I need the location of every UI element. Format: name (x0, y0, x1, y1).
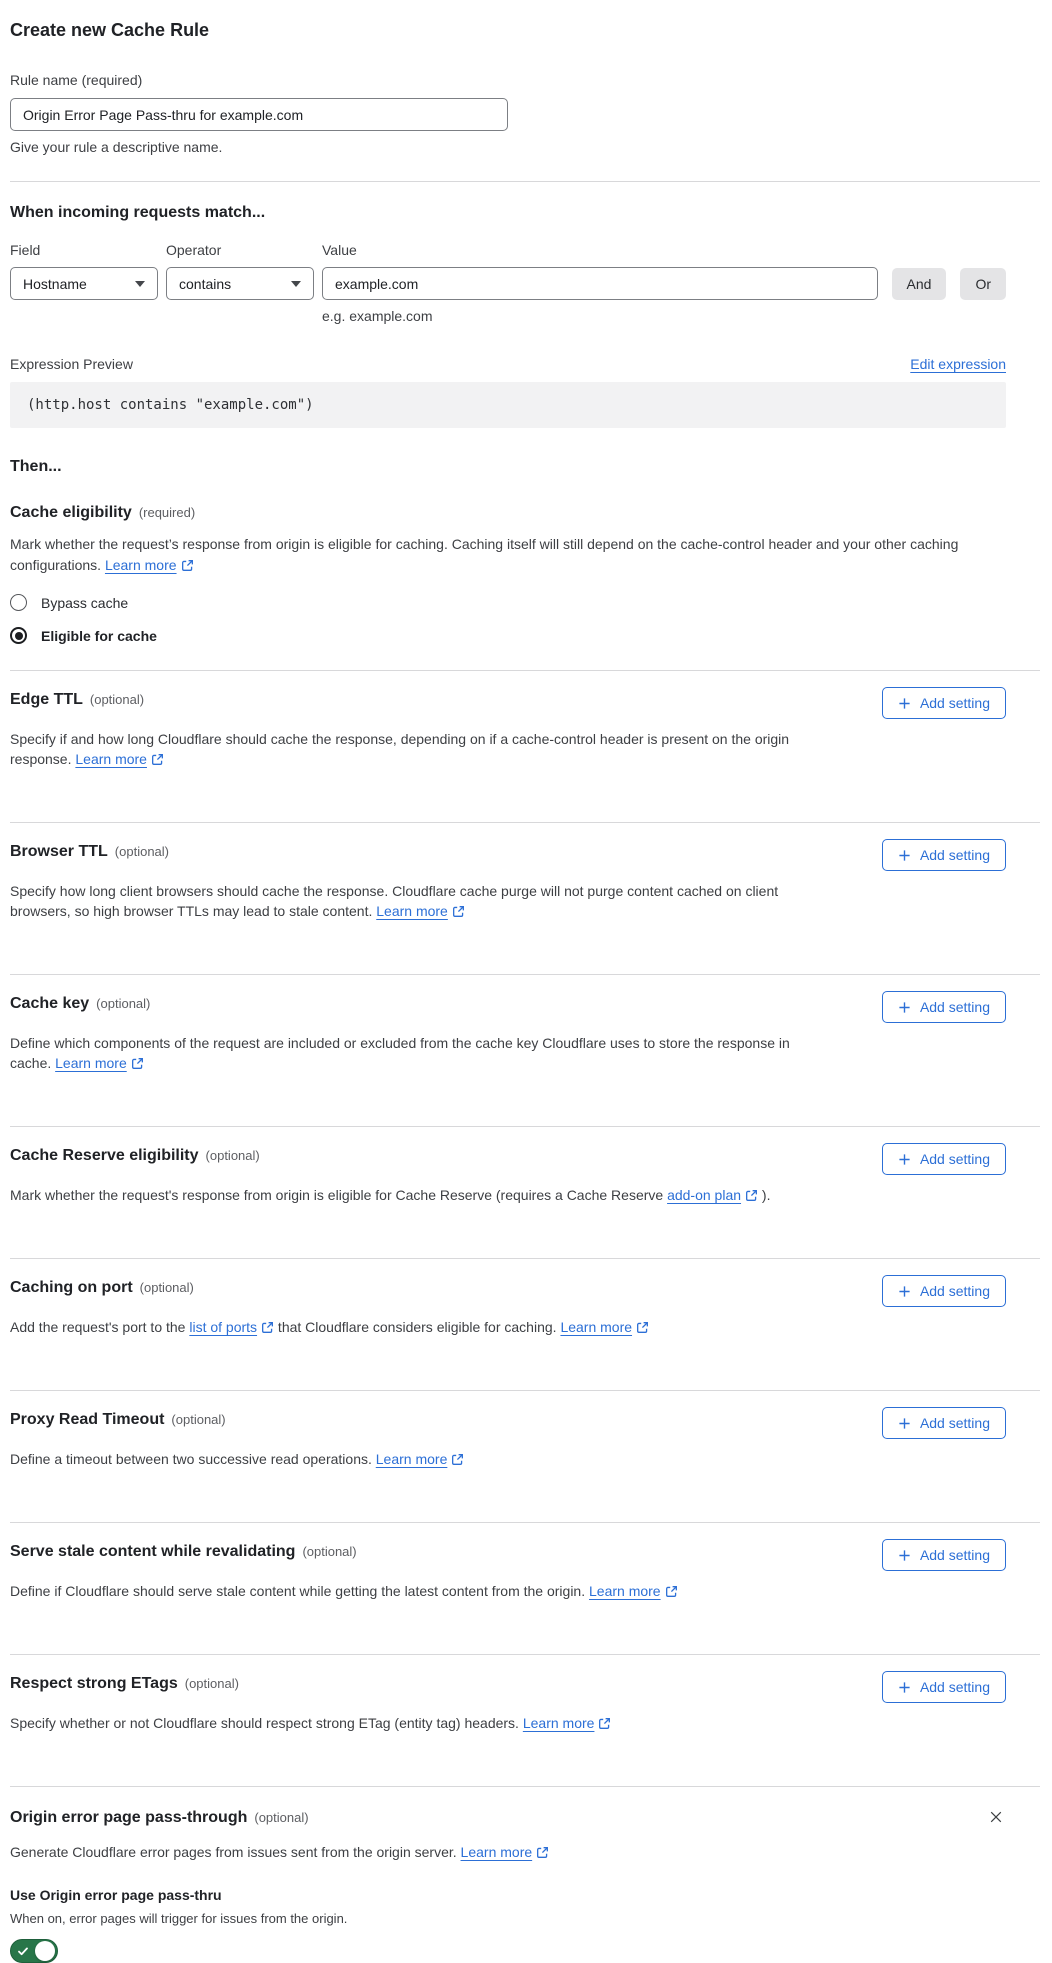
setting-title-row (10, 843, 169, 861)
external-link-icon (536, 1846, 549, 1859)
match-column-labels (10, 242, 1006, 258)
setting-title: Caching on port (10, 1279, 133, 1296)
value-label: Value (322, 242, 357, 258)
external-link-icon (181, 559, 194, 572)
inline-link[interactable]: add-on plan (667, 1187, 758, 1203)
toggle-knob (35, 1941, 55, 1961)
or-button[interactable]: Or (960, 268, 1006, 300)
add-setting-button[interactable]: Add setting (882, 1143, 1006, 1175)
expression-preview-label: Expression Preview (10, 356, 133, 372)
field-select[interactable]: Hostname (10, 267, 158, 300)
field-label: Field (10, 242, 41, 258)
optional-badge: (optional) (114, 844, 169, 859)
inline-link[interactable]: Learn more (461, 1844, 550, 1860)
setting-title: Browser TTL (10, 843, 108, 860)
inline-link[interactable]: Learn more (523, 1715, 612, 1731)
rule-name-helper: Give your rule a descriptive name. (10, 139, 223, 155)
origin-error-toggle[interactable] (10, 1939, 58, 1963)
setting-title-row (10, 1411, 226, 1429)
add-setting-button[interactable]: Add setting (882, 1407, 1006, 1439)
page-title: Create new Cache Rule (10, 20, 210, 40)
optional-badge: (optional) (302, 1544, 357, 1559)
match-row (10, 267, 1006, 300)
setting-description: Mark whether the request's response from origin is eligible for Cache Reserve (requires a Cache Reserve add-on plan ). (10, 1187, 771, 1203)
setting-description: Define if Cloudflare should serve stale content while getting the latest content from the origin. Learn more (10, 1581, 818, 1601)
radio-option[interactable]: Bypass cache (10, 594, 1006, 611)
setting-title-row (10, 691, 144, 709)
section-divider (10, 181, 1040, 182)
external-link-icon (636, 1321, 649, 1334)
close-icon (988, 1809, 1004, 1825)
add-setting-button[interactable]: Add setting (882, 1539, 1006, 1571)
plus-icon (898, 1549, 911, 1562)
external-link-icon (452, 905, 465, 918)
plus-icon (898, 1417, 911, 1430)
expression-code: (http.host contains "example.com") (10, 382, 1006, 428)
setting-section (10, 974, 1006, 1100)
toggle-description: When on, error pages will trigger for issues from the origin. (10, 1911, 348, 1926)
setting-section (10, 670, 1006, 796)
radio-icon (10, 627, 27, 644)
external-link-icon (665, 1585, 678, 1598)
setting-title: Cache Reserve eligibility (10, 1147, 199, 1164)
optional-badge: (optional) (184, 1676, 239, 1691)
value-input[interactable] (322, 267, 878, 300)
required-badge: (required) (138, 505, 196, 520)
plus-icon (898, 697, 911, 710)
external-link-icon (151, 753, 164, 766)
plus-icon (898, 1285, 911, 1298)
rule-name-input[interactable] (10, 98, 508, 131)
optional-badge: (optional) (96, 996, 151, 1011)
optional-badge: (optional) (171, 1412, 226, 1427)
add-setting-button[interactable]: Add setting (882, 991, 1006, 1023)
external-link-icon (598, 1717, 611, 1730)
optional-badge: (optional) (89, 692, 145, 707)
check-icon (18, 1947, 28, 1956)
setting-description: Define a timeout between two successive read operations. Learn more (10, 1449, 818, 1469)
origin-error-title: Origin error page pass-through (10, 1809, 248, 1826)
match-heading: When incoming requests match... (10, 204, 266, 221)
setting-section (10, 1390, 1006, 1496)
inline-link[interactable]: Learn more (560, 1319, 649, 1335)
add-setting-button[interactable]: Add setting (882, 1275, 1006, 1307)
setting-title-row (10, 1147, 260, 1165)
plus-icon (898, 1153, 911, 1166)
setting-title-row (10, 1279, 194, 1297)
inline-link[interactable]: Learn more (75, 751, 164, 767)
plus-icon (898, 849, 911, 862)
optional-badge: (optional) (254, 1810, 309, 1825)
add-setting-button[interactable]: Add setting (882, 687, 1006, 719)
cache-eligibility-options (10, 594, 1006, 644)
inline-link[interactable]: list of ports (189, 1319, 274, 1335)
setting-description: Add the request's port to the list of ports that Cloudflare considers eligible for caching. Learn more (10, 1317, 818, 1337)
setting-title: Edge TTL (10, 691, 83, 708)
add-setting-button[interactable]: Add setting (882, 839, 1006, 871)
setting-description: Specify if and how long Cloudflare should cache the response, depending on if a cache-control header is present on the origin response. Learn more (10, 731, 790, 767)
chevron-down-icon (291, 281, 301, 287)
setting-section (10, 1258, 1006, 1364)
cache-eligibility-description: Mark whether the request’s response from origin is eligible for caching. Caching itself will still depend on the cache-control header and your other caching configurations. Learn more (10, 536, 959, 573)
plus-icon (898, 1001, 911, 1014)
setting-description: Define which components of the request are included or excluded from the cache key Cloudflare uses to store the response in cache. Learn more (10, 1035, 790, 1071)
inline-link[interactable]: Learn more (55, 1055, 144, 1071)
setting-description: Specify how long client browsers should cache the response. Cloudflare cache purge will not purge content cached on client browsers, so high browser TTLs may lead to stale content. Learn more (10, 883, 779, 919)
setting-section (10, 822, 1006, 948)
toggle-title: Use Origin error page pass-thru (10, 1887, 222, 1903)
setting-section (10, 1522, 1006, 1628)
edit-expression-link[interactable]: Edit expression (910, 356, 1006, 372)
setting-title-row (10, 995, 150, 1013)
optional-settings-list (10, 670, 1006, 1760)
close-button[interactable] (986, 1807, 1006, 1830)
external-link-icon (261, 1321, 274, 1334)
radio-icon (10, 594, 27, 611)
optional-badge: (optional) (205, 1148, 260, 1163)
setting-title-row (10, 1675, 239, 1693)
setting-description: Specify whether or not Cloudflare should respect strong ETag (entity tag) headers. Learn more (10, 1713, 818, 1733)
external-link-icon (131, 1057, 144, 1070)
setting-title-row (10, 1543, 357, 1561)
chevron-down-icon (135, 281, 145, 287)
radio-option[interactable]: Eligible for cache (10, 627, 1006, 644)
rule-name-label: Rule name (required) (10, 72, 143, 88)
then-heading: Then... (10, 458, 62, 475)
add-setting-button[interactable]: Add setting (882, 1671, 1006, 1703)
value-hint: e.g. example.com (322, 308, 433, 324)
setting-section (10, 1654, 1006, 1760)
origin-error-description: Generate Cloudflare error pages from issues sent from the origin server. Learn more (10, 1842, 995, 1863)
setting-title: Proxy Read Timeout (10, 1411, 165, 1428)
cache-eligibility-section (10, 504, 1006, 644)
origin-error-title-row (10, 1809, 309, 1827)
inline-link[interactable]: Learn more (376, 1451, 465, 1467)
external-link-icon (745, 1189, 758, 1202)
cache-eligibility-title-row (10, 504, 1006, 522)
setting-section (10, 1126, 1006, 1232)
inline-link[interactable]: Learn more (105, 557, 194, 573)
external-link-icon (451, 1453, 464, 1466)
origin-error-section (10, 1786, 1006, 1963)
inline-link[interactable]: Learn more (376, 903, 465, 919)
operator-label: Operator (166, 242, 222, 258)
inline-link[interactable]: Learn more (589, 1583, 678, 1599)
setting-title: Cache key (10, 995, 90, 1012)
setting-title: Respect strong ETags (10, 1675, 178, 1692)
plus-icon (898, 1681, 911, 1694)
operator-select[interactable]: contains (166, 267, 314, 300)
cache-eligibility-title: Cache eligibility (10, 504, 132, 521)
and-button[interactable]: And (892, 268, 947, 300)
setting-title: Serve stale content while revalidating (10, 1543, 296, 1560)
optional-badge: (optional) (139, 1280, 194, 1295)
